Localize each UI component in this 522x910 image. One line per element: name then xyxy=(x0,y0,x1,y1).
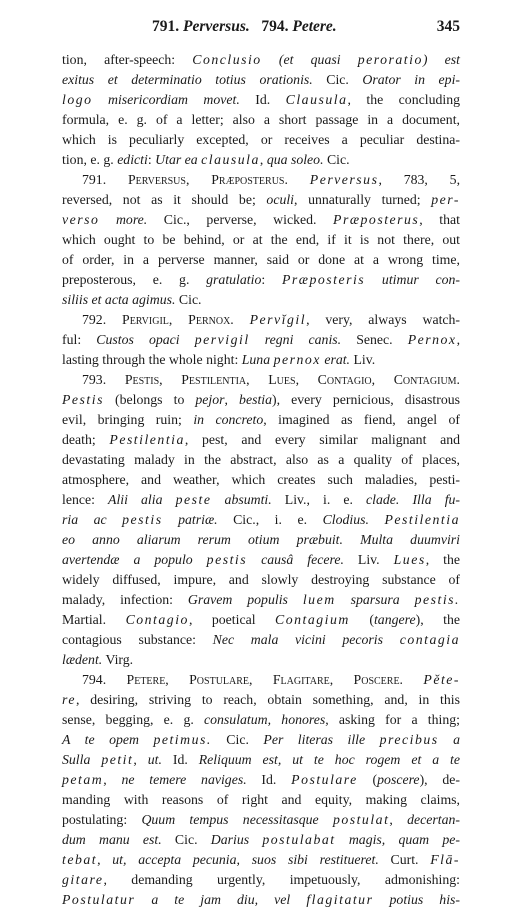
text-line: ria ac pestis patriæ. Cic., i. e. Clodius. Pestilentia xyxy=(62,512,460,527)
text-line: formula, e. g. of a letter; also a short passage in a document, xyxy=(62,112,460,127)
right-entry-number: 794. xyxy=(261,18,289,35)
text-line: which ought to be behind, or at the end, if it is not there, out xyxy=(62,232,460,247)
page-header xyxy=(62,18,460,40)
text-line: preposterous, e. g. gratulatio: Præposteris utimur con- xyxy=(62,272,460,287)
text-line: 794. Petere, Postulare, Flagitare, Poscere. Pĕte- xyxy=(82,672,461,687)
text-line: re, desiring, striving to reach, obtain something, and, in this xyxy=(62,692,460,707)
text-line: verso more. Cic., perverse, wicked. Præposterus, that xyxy=(62,212,460,227)
text-line: lædent. Virg. xyxy=(62,652,134,667)
text-line: siliis et acta agimus. Cic. xyxy=(62,292,202,307)
text-line: tion, e. g. edicti: Utar ea clausula, qua soleo. Cic. xyxy=(62,152,350,167)
left-entry-word: Perversus. xyxy=(183,18,250,35)
text-line: avertendæ a populo pestis causâ fecere. Liv. Lues, the xyxy=(62,552,460,567)
text-line: logo misericordiam movet. Id. Clausula, the concluding xyxy=(62,92,460,107)
book-page xyxy=(62,18,460,910)
text-line: gitare, demanding urgently, impetuously, admonishing: xyxy=(62,872,460,887)
text-line: manding with reasons of right and equity, making claims, xyxy=(62,792,460,807)
text-line: tebat, ut, accepta pecunia, suos sibi restitueret. Curt. Flā- xyxy=(62,852,460,867)
text-line: Pestis (belongs to pejor, bestia), every pernicious, disastrous xyxy=(62,392,460,407)
running-head xyxy=(152,18,337,36)
text-line: atmosphere, and weather, which creates such maladies, pesti- xyxy=(62,472,460,487)
text-line: Sulla petit, ut. Id. Reliquum est, ut te hoc rogem et a te xyxy=(62,752,460,767)
text-line: ful: Custos opaci pervigil regni canis. Senec. Pernox, xyxy=(62,332,461,347)
left-entry-number: 791. xyxy=(152,18,180,35)
text-line: widely diffused, impure, and slowly destroying substance of xyxy=(62,572,460,587)
text-line: exitus et determinatio totius orationis. Cic. Orator in epi- xyxy=(62,72,461,87)
body-text xyxy=(62,50,460,910)
text-line: postulating: Quum tempus necessitasque postulat, decertan- xyxy=(62,812,461,827)
text-line: which is peculiarly excepted, or receives a peculiar destina- xyxy=(62,132,460,147)
text-line: sense, begging, e. g. consulatum, honores, asking for a thing; xyxy=(62,712,460,727)
text-line: A te opem petimus. Cic. Per literas ille precibus a xyxy=(62,732,461,747)
text-line: 791. Perversus, Præposterus. Perversus, 783, 5, xyxy=(82,172,461,187)
text-line: devastating malady in the abstract, also as a quality of places, xyxy=(62,452,460,467)
text-line: contagious substance: Nec mala vicini pecoris contagia xyxy=(62,632,460,647)
page-number: 345 xyxy=(436,18,460,35)
text-line: evil, bringing ruin; in concreto, imagined as fiend, angel of xyxy=(62,412,460,427)
text-line: reversed, not as it should be; oculi, unnaturally turned; per- xyxy=(62,192,460,207)
text-line: Martial. Contagio, poetical Contagium (tangere), the xyxy=(62,612,461,627)
text-line: of order, in a perverse manner, said or done at a wrong time, xyxy=(62,252,460,267)
text-line: petam, ne temere naviges. Id. Postulare (poscere), de- xyxy=(62,772,460,787)
text-line: malady, infection: Gravem populis luem sparsura pestis. xyxy=(62,592,461,607)
right-entry-word: Petere. xyxy=(292,18,337,35)
text-line: eo anno aliarum rerum otium præbuit. Multa duumviri xyxy=(62,532,460,547)
text-line: Postulatur a te jam diu, vel flagitatur potius his- xyxy=(62,892,460,907)
text-line: 792. Pervigil, Pernox. Pervĭgil, very, always watch- xyxy=(82,312,461,327)
text-line: death; Pestilentia, pest, and every similar malignant and xyxy=(62,432,460,447)
text-line: lasting through the whole night: Luna pernox erat. Liv. xyxy=(62,352,376,367)
text-line: lence: Alii alia peste absumti. Liv., i. e. clade. Illa fu- xyxy=(62,492,461,507)
text-line: tion, after-speech: Conclusio (et quasi peroratio) est xyxy=(62,52,461,67)
text-line: 793. Pestis, Pestilentia, Lues, Contagio, Contagium. xyxy=(82,372,461,387)
text-line: dum manu est. Cic. Darius postulabat magis, quam pe- xyxy=(62,832,460,847)
